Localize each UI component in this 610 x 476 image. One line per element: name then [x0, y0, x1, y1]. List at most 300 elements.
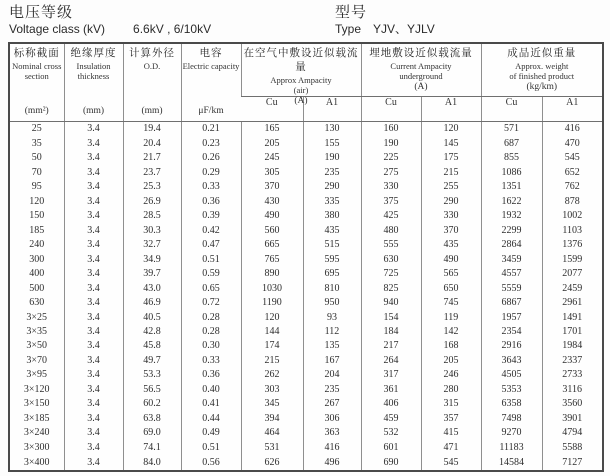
- table-cell: 3.4: [64, 339, 123, 353]
- table-cell: 317: [361, 368, 421, 382]
- table-row: [9, 122, 603, 137]
- voltage-class-block: [9, 3, 211, 37]
- table-cell: 745: [421, 296, 481, 310]
- table-cell: 0.36: [181, 368, 241, 382]
- table-cell: 0.26: [181, 151, 241, 165]
- table-cell: 940: [361, 296, 421, 310]
- group-header-cn: 在空气中敷设近似载流量: [243, 48, 359, 73]
- table-cell: 1103: [542, 224, 603, 238]
- table-cell: 120: [29, 195, 45, 207]
- table-cell: 490: [421, 252, 481, 266]
- table-cell: 3.4: [64, 354, 123, 368]
- table-cell: 9270: [481, 426, 542, 440]
- table-cell: 3×240: [23, 427, 50, 439]
- table-cell: 84.0: [123, 455, 181, 471]
- table-row: [9, 137, 603, 151]
- table-cell: 3459: [481, 252, 542, 266]
- table-cell: 25: [31, 123, 42, 135]
- table-cell: 3.4: [64, 137, 123, 151]
- table-cell: 950: [303, 296, 361, 310]
- table-cell: 46.9: [123, 296, 181, 310]
- table-cell: 306: [303, 412, 361, 426]
- table-cell: 190: [361, 137, 421, 151]
- table-cell: 53.3: [123, 368, 181, 382]
- type-heading: 型号: [335, 4, 368, 21]
- table-cell: 3.4: [64, 122, 123, 137]
- group-header-en: Approx Ampacity: [270, 75, 332, 85]
- table-row: [9, 354, 603, 368]
- table-cell: 665: [241, 238, 303, 252]
- col-header-unit: (mm²): [24, 106, 49, 116]
- table-cell: 2299: [481, 224, 542, 238]
- table-cell: 1002: [542, 209, 603, 223]
- table-cell: 3.4: [64, 412, 123, 426]
- col-header-cn: 标称截面: [13, 48, 60, 59]
- group-header-weight: [481, 43, 603, 97]
- table-cell: 370: [241, 180, 303, 194]
- col-header-en: O.D.: [143, 61, 161, 71]
- table-cell: 56.5: [123, 383, 181, 397]
- table-cell: 235: [303, 383, 361, 397]
- table-cell: 7127: [542, 455, 603, 471]
- col-header-en: Electric capacity: [182, 61, 240, 71]
- table-row: [9, 397, 603, 411]
- table-cell: 375: [361, 195, 421, 209]
- table-cell: 0.47: [181, 238, 241, 252]
- table-cell: 167: [303, 354, 361, 368]
- table-cell: 305: [241, 166, 303, 180]
- table-cell: 0.65: [181, 281, 241, 295]
- table-cell: 532: [361, 426, 421, 440]
- table-cell: 303: [241, 383, 303, 397]
- table-cell: 0.39: [181, 209, 241, 223]
- group-header-en: Approx. weight: [515, 61, 569, 71]
- table-cell: 225: [361, 151, 421, 165]
- table-cell: 119: [421, 310, 481, 324]
- table-cell: 184: [361, 325, 421, 339]
- table-cell: 3.4: [64, 267, 123, 281]
- table-row: [9, 238, 603, 252]
- table-cell: 264: [361, 354, 421, 368]
- table-cell: 3.4: [64, 296, 123, 310]
- table-cell: 357: [421, 412, 481, 426]
- table-cell: 415: [421, 426, 481, 440]
- table-cell: 130: [303, 122, 361, 137]
- table-cell: 3116: [542, 383, 603, 397]
- table-cell: 19.4: [123, 122, 181, 137]
- table-cell: 215: [421, 166, 481, 180]
- table-cell: 280: [421, 383, 481, 397]
- table-cell: 810: [303, 281, 361, 295]
- table-cell: 3.4: [64, 455, 123, 471]
- table-cell: 60.2: [123, 397, 181, 411]
- table-cell: 3.4: [64, 325, 123, 339]
- table-cell: 28.5: [123, 209, 181, 223]
- table-cell: 0.42: [181, 224, 241, 238]
- table-cell: 459: [361, 412, 421, 426]
- table-cell: 175: [421, 151, 481, 165]
- table-cell: 3.4: [64, 281, 123, 295]
- table-cell: 240: [29, 239, 45, 251]
- spec-table: [8, 42, 604, 472]
- col-header-en: Nominal cross section: [12, 61, 62, 81]
- voltage-class-line: [9, 22, 211, 37]
- table-cell: 3×185: [23, 412, 50, 424]
- table-cell: 49.7: [123, 354, 181, 368]
- table-cell: 2733: [542, 368, 603, 382]
- table-cell: 150: [29, 210, 45, 222]
- table-cell: 630: [29, 297, 45, 309]
- voltage-class-value: 6.6kV , 6/10kV: [133, 22, 212, 36]
- table-cell: 14584: [481, 455, 542, 471]
- table-cell: 0.21: [181, 122, 241, 137]
- table-cell: 0.59: [181, 267, 241, 281]
- table-cell: 416: [542, 122, 603, 137]
- subcol-weight-cu: Cu: [481, 97, 542, 122]
- table-cell: 215: [241, 354, 303, 368]
- group-header-en: Current Ampacity: [390, 61, 452, 71]
- table-cell: 531: [241, 441, 303, 455]
- table-cell: 145: [421, 137, 481, 151]
- table-cell: 185: [29, 224, 45, 236]
- table-cell: 3.4: [64, 209, 123, 223]
- table-cell: 255: [421, 180, 481, 194]
- table-cell: 93: [303, 310, 361, 324]
- table-cell: 480: [361, 224, 421, 238]
- table-cell: 630: [361, 252, 421, 266]
- table-row: [9, 426, 603, 440]
- table-cell: 2916: [481, 339, 542, 353]
- table-cell: 425: [361, 209, 421, 223]
- table-cell: 2337: [542, 354, 603, 368]
- table-cell: 394: [241, 412, 303, 426]
- type-line: [335, 22, 435, 37]
- table-cell: 154: [361, 310, 421, 324]
- col-header-en: Insulation thickness: [76, 61, 111, 81]
- col-header-unit: μF/km: [198, 106, 224, 116]
- col-header-unit: (mm): [82, 106, 105, 116]
- table-cell: 120: [241, 310, 303, 324]
- table-cell: 70: [31, 166, 42, 178]
- table-cell: 406: [361, 397, 421, 411]
- group-header-en2: (air): [293, 85, 309, 95]
- table-cell: 1599: [542, 252, 603, 266]
- table-cell: 275: [361, 166, 421, 180]
- table-cell: 690: [361, 455, 421, 471]
- table-cell: 3.4: [64, 180, 123, 194]
- table-cell: 3901: [542, 412, 603, 426]
- table-cell: 267: [303, 397, 361, 411]
- group-header-cn: 成品近似重量: [507, 48, 577, 59]
- table-cell: 1701: [542, 325, 603, 339]
- table-row: [9, 224, 603, 238]
- table-cell: 3.4: [64, 368, 123, 382]
- table-cell: 1086: [481, 166, 542, 180]
- table-cell: 205: [241, 137, 303, 151]
- table-cell: 0.51: [181, 441, 241, 455]
- table-row: [9, 368, 603, 382]
- subcol-underground-al: A1: [421, 97, 481, 122]
- table-cell: 3643: [481, 354, 542, 368]
- table-cell: 204: [303, 368, 361, 382]
- table-cell: 42.8: [123, 325, 181, 339]
- table-cell: 315: [421, 397, 481, 411]
- table-cell: 687: [481, 137, 542, 151]
- table-cell: 626: [241, 455, 303, 471]
- table-cell: 290: [421, 195, 481, 209]
- table-cell: 363: [303, 426, 361, 440]
- type-label: Type: [335, 22, 362, 36]
- table-cell: 1190: [241, 296, 303, 310]
- voltage-class-heading: 电压等级: [9, 4, 74, 21]
- table-cell: 765: [241, 252, 303, 266]
- table-cell: 3×70: [26, 354, 48, 366]
- table-cell: 0.29: [181, 166, 241, 180]
- subcol-underground-cu: Cu: [361, 97, 421, 122]
- col-header-od: [123, 43, 181, 122]
- table-cell: 0.56: [181, 455, 241, 471]
- subcol-weight-al: A1: [542, 97, 603, 122]
- table-cell: 3×35: [26, 326, 48, 338]
- table-cell: 361: [361, 383, 421, 397]
- table-cell: 0.33: [181, 180, 241, 194]
- page-header: [0, 0, 610, 42]
- table-cell: 63.8: [123, 412, 181, 426]
- table-cell: 555: [361, 238, 421, 252]
- table-cell: 290: [303, 180, 361, 194]
- table-cell: 345: [241, 397, 303, 411]
- table-cell: 2961: [542, 296, 603, 310]
- table-cell: 650: [421, 281, 481, 295]
- subcol-air-al: A1: [303, 97, 361, 122]
- table-cell: 165: [241, 122, 303, 137]
- table-cell: 0.44: [181, 412, 241, 426]
- table-cell: 69.0: [123, 426, 181, 440]
- table-cell: 74.1: [123, 441, 181, 455]
- table-cell: 0.28: [181, 310, 241, 324]
- table-cell: 168: [421, 339, 481, 353]
- table-cell: 0.36: [181, 195, 241, 209]
- table-cell: 6867: [481, 296, 542, 310]
- table-cell: 3×120: [23, 383, 50, 395]
- table-cell: 3×50: [26, 340, 48, 352]
- table-cell: 545: [421, 455, 481, 471]
- table-cell: 0.30: [181, 339, 241, 353]
- table-cell: 0.28: [181, 325, 241, 339]
- table-cell: 430: [241, 195, 303, 209]
- group-header-underground-ampacity: [361, 43, 481, 97]
- table-cell: 878: [542, 195, 603, 209]
- table-cell: 595: [303, 252, 361, 266]
- col-header-cn: 绝缘厚度: [70, 48, 117, 59]
- table-cell: 3×400: [23, 456, 50, 468]
- table-row: [9, 296, 603, 310]
- table-cell: 26.9: [123, 195, 181, 209]
- table-row: [9, 325, 603, 339]
- group-header-unit: (kg/km): [526, 82, 558, 92]
- table-cell: 652: [542, 166, 603, 180]
- table-cell: 34.9: [123, 252, 181, 266]
- table-cell: 30.3: [123, 224, 181, 238]
- table-cell: 142: [421, 325, 481, 339]
- table-cell: 1491: [542, 310, 603, 324]
- table-cell: 43.0: [123, 281, 181, 295]
- table-cell: 174: [241, 339, 303, 353]
- table-cell: 380: [303, 209, 361, 223]
- voltage-class-label: Voltage class (kV): [9, 22, 106, 36]
- table-cell: 695: [303, 267, 361, 281]
- table-cell: 3.4: [64, 166, 123, 180]
- table-row: [9, 267, 603, 281]
- table-cell: 7498: [481, 412, 542, 426]
- table-cell: 95: [31, 181, 42, 193]
- table-cell: 5588: [542, 441, 603, 455]
- table-cell: 496: [303, 455, 361, 471]
- table-cell: 35: [31, 137, 42, 149]
- table-cell: 50: [31, 152, 42, 164]
- col-header-cn: 计算外径: [129, 48, 175, 59]
- table-cell: 300: [29, 253, 45, 265]
- table-cell: 39.7: [123, 267, 181, 281]
- table-cell: 3.4: [64, 441, 123, 455]
- table-cell: 120: [421, 122, 481, 137]
- table-cell: 565: [421, 267, 481, 281]
- table-cell: 3.4: [64, 151, 123, 165]
- table-row: [9, 455, 603, 471]
- table-row: [9, 310, 603, 324]
- table-cell: 262: [241, 368, 303, 382]
- group-header-unit: (A): [294, 96, 308, 106]
- table-cell: 11183: [481, 441, 542, 455]
- table-cell: 20.4: [123, 137, 181, 151]
- table-row: [9, 383, 603, 397]
- table-cell: 515: [303, 238, 361, 252]
- table-cell: 1932: [481, 209, 542, 223]
- table-cell: 1376: [542, 238, 603, 252]
- table-cell: 2459: [542, 281, 603, 295]
- table-cell: 1957: [481, 310, 542, 324]
- table-cell: 762: [542, 180, 603, 194]
- table-cell: 435: [303, 224, 361, 238]
- table-cell: 144: [241, 325, 303, 339]
- table-cell: 3.4: [64, 224, 123, 238]
- table-cell: 545: [542, 151, 603, 165]
- col-header-unit: (mm): [141, 106, 163, 116]
- table-cell: 3×150: [23, 398, 50, 410]
- table-cell: 330: [421, 209, 481, 223]
- table-row: [9, 209, 603, 223]
- col-header-nominal-section: [9, 43, 64, 122]
- table-cell: 1622: [481, 195, 542, 209]
- table-cell: 464: [241, 426, 303, 440]
- table-cell: 2864: [481, 238, 542, 252]
- table-cell: 490: [241, 209, 303, 223]
- type-value: YJV、YJLV: [373, 22, 435, 36]
- table-row: [9, 252, 603, 266]
- table-cell: 601: [361, 441, 421, 455]
- table-cell: 500: [29, 282, 45, 294]
- table-cell: 2354: [481, 325, 542, 339]
- table-cell: 3.4: [64, 238, 123, 252]
- table-cell: 416: [303, 441, 361, 455]
- group-header-cn: 埋地敷设近似载流量: [369, 48, 473, 59]
- table-row: [9, 281, 603, 295]
- table-cell: 435: [421, 238, 481, 252]
- table-cell: 825: [361, 281, 421, 295]
- table-cell: 217: [361, 339, 421, 353]
- table-cell: 160: [361, 122, 421, 137]
- table-cell: 3.4: [64, 310, 123, 324]
- table-cell: 335: [303, 195, 361, 209]
- table-cell: 5353: [481, 383, 542, 397]
- table-row: [9, 339, 603, 353]
- col-header-insulation-thickness: [64, 43, 123, 122]
- table-cell: 1030: [241, 281, 303, 295]
- table-row: [9, 441, 603, 455]
- table-cell: 23.7: [123, 166, 181, 180]
- table-cell: 0.33: [181, 354, 241, 368]
- group-header-unit: (A): [414, 82, 428, 92]
- table-cell: 1351: [481, 180, 542, 194]
- table-cell: 40.5: [123, 310, 181, 324]
- table-row: [9, 166, 603, 180]
- table-body: [9, 122, 603, 472]
- table-row: [9, 195, 603, 209]
- table-cell: 0.41: [181, 397, 241, 411]
- col-header-cn: 电容: [199, 48, 223, 59]
- table-cell: 890: [241, 267, 303, 281]
- table-cell: 370: [421, 224, 481, 238]
- table-cell: 3.4: [64, 252, 123, 266]
- table-cell: 245: [241, 151, 303, 165]
- table-cell: 190: [303, 151, 361, 165]
- table-row: [9, 151, 603, 165]
- table-cell: 3.4: [64, 426, 123, 440]
- table-cell: 560: [241, 224, 303, 238]
- type-block: [335, 3, 435, 37]
- table-cell: 235: [303, 166, 361, 180]
- group-header-en2: of finished product: [509, 71, 575, 81]
- table-cell: 400: [29, 268, 45, 280]
- table-cell: 3×25: [26, 311, 48, 323]
- table-cell: 246: [421, 368, 481, 382]
- table-cell: 3560: [542, 397, 603, 411]
- table-cell: 0.23: [181, 137, 241, 151]
- table-cell: 1984: [542, 339, 603, 353]
- table-cell: 3.4: [64, 397, 123, 411]
- table-cell: 5559: [481, 281, 542, 295]
- table-cell: 4557: [481, 267, 542, 281]
- table-cell: 3.4: [64, 195, 123, 209]
- table-cell: 571: [481, 122, 542, 137]
- table-cell: 0.72: [181, 296, 241, 310]
- table-cell: 155: [303, 137, 361, 151]
- table-cell: 4505: [481, 368, 542, 382]
- table-cell: 112: [303, 325, 361, 339]
- table-cell: 205: [421, 354, 481, 368]
- table-cell: 855: [481, 151, 542, 165]
- table-cell: 330: [361, 180, 421, 194]
- table-cell: 0.49: [181, 426, 241, 440]
- subcol-air-cu: Cu: [241, 97, 303, 122]
- table-cell: 6358: [481, 397, 542, 411]
- table-cell: 3×300: [23, 441, 50, 453]
- table-row: [9, 180, 603, 194]
- table-cell: 0.40: [181, 383, 241, 397]
- table-cell: 725: [361, 267, 421, 281]
- table-cell: 2077: [542, 267, 603, 281]
- group-header-en2: underground: [399, 71, 443, 81]
